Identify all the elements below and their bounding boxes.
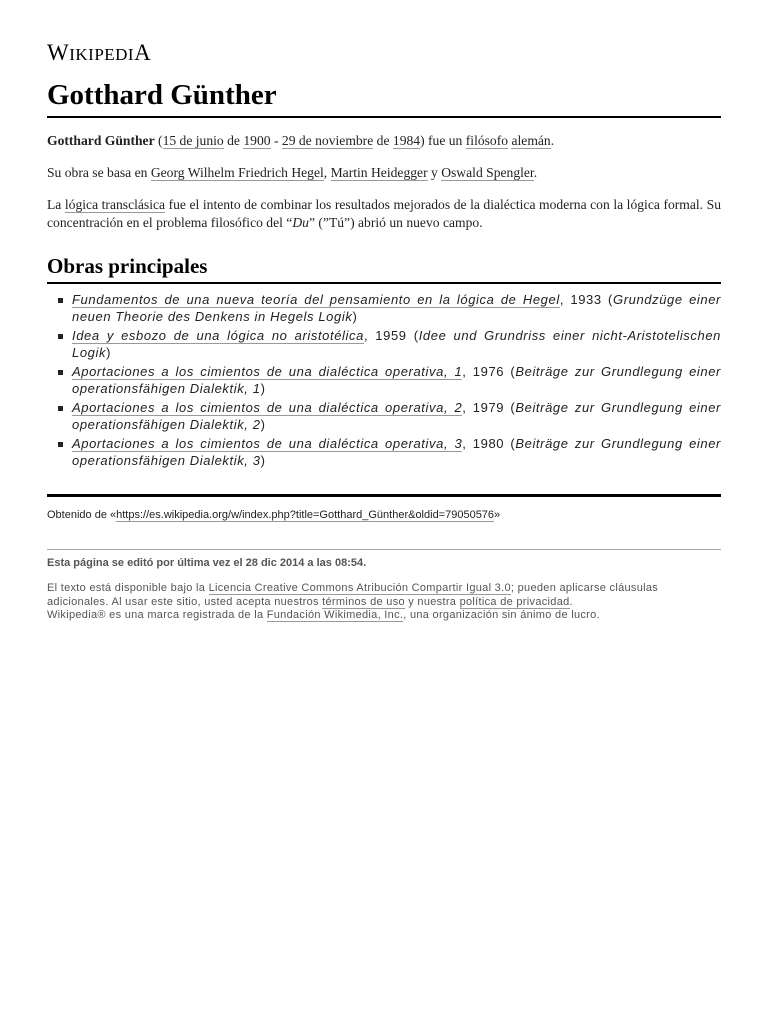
- filosofo-link[interactable]: filósofo: [465, 133, 509, 148]
- list-item: Aportaciones a los cimientos de una dialéctica operativa, 1, 1976 (Beiträge zur Grundlegung einer operationsfähigen Dialektik, 1): [72, 364, 721, 397]
- wordmark-a: A: [134, 40, 152, 65]
- bullet-icon: [58, 442, 63, 447]
- works-list: [47, 292, 721, 469]
- bullet-icon: [58, 406, 63, 411]
- source-line: Obtenido de «https://es.wikipedia.org/w/index.php?title=Gotthard_Günther&oldid=79050576»: [47, 509, 501, 521]
- aleman-link[interactable]: alemán: [511, 133, 551, 148]
- footer-divider: [47, 494, 721, 497]
- influences-paragraph: Su obra se basa en Georg Wilhelm Friedrich Hegel, Martin Heidegger y Oswald Spengler.: [47, 165, 538, 180]
- footer-thin-divider: [47, 549, 721, 550]
- source-url-link[interactable]: https://es.wikipedia.org/w/index.php?title=Gotthard_Günther&oldid=79050576: [116, 509, 495, 521]
- wordmark-ikipedi: IKIPEDI: [69, 45, 135, 64]
- list-item: Aportaciones a los cimientos de una dialéctica operativa, 3, 1980 (Beiträge zur Grundlegung einer operationsfähigen Dialektik, 3): [72, 436, 721, 469]
- subject-name: Gotthard Günther: [47, 133, 155, 148]
- license-link[interactable]: Licencia Creative Commons Atribución Compartir Igual 3.0: [208, 582, 511, 594]
- work-title-link[interactable]: Aportaciones a los cimientos de una dialéctica operativa, 1: [72, 364, 463, 379]
- wikimedia-foundation-link[interactable]: Fundación Wikimedia, Inc.: [266, 609, 404, 621]
- privacy-policy-link[interactable]: política de privacidad: [459, 595, 570, 608]
- works-heading: Obras principales: [47, 252, 721, 284]
- hegel-link[interactable]: Georg Wilhelm Friedrich Hegel: [150, 165, 324, 180]
- list-item: Aportaciones a los cimientos de una dialéctica operativa, 2, 1979 (Beiträge zur Grundlegung einer operationsfähigen Dialektik, 2): [72, 400, 721, 433]
- wordmark-w: W: [47, 40, 70, 65]
- du-term: Du: [292, 215, 309, 230]
- death-year-link[interactable]: 1984: [392, 133, 421, 148]
- bullet-icon: [58, 334, 63, 339]
- birth-date-link[interactable]: 15 de junio: [162, 133, 224, 148]
- license-notice: El texto está disponible bajo la Licencia Creative Commons Atribución Compartir Igual 3.0; pueden aplicarse cláusulas adicionales. Al usar este sitio, usted acepta nuestros términos de uso y nuestra política de privacidad. Wikipedia® es una marca registrada de la Fundación Wikimedia, Inc., una organización sin ánimo de lucro.: [47, 582, 659, 621]
- last-edit-notice: Esta página se editó por última vez el 28 dic 2014 a las 08:54.: [47, 557, 367, 569]
- intro-paragraph: Gotthard Günther (15 de junio de 1900 - 29 de noviembre de 1984) fue un filósofo alemán.: [47, 133, 555, 148]
- article-body: [47, 132, 721, 472]
- work-title-link[interactable]: Aportaciones a los cimientos de una dialéctica operativa, 3: [72, 436, 463, 451]
- logic-paragraph: La lógica transclásica fue el intento de combinar los resultados mejorados de la dialéctica moderna con la lógica formal. Su concentración en el problema filosófico del “Du” (”Tú”) abrió un nuevo campo.: [47, 197, 721, 230]
- list-item: Idea y esbozo de una lógica no aristotélica, 1959 (Idee und Grundriss einer nicht-Aristotelischen Logik): [72, 328, 721, 361]
- death-date-link[interactable]: 29 de noviembre: [281, 133, 374, 148]
- work-title-link[interactable]: Idea y esbozo de una lógica no aristotélica: [72, 328, 364, 343]
- list-item: Fundamentos de una nueva teoría del pensamiento en la lógica de Hegel, 1933 (Grundzüge einer neuen Theorie des Denkens in Hegels Logik): [72, 292, 721, 325]
- bullet-icon: [58, 298, 63, 303]
- logica-transclasica-link[interactable]: lógica transclásica: [64, 197, 166, 212]
- bullet-icon: [58, 370, 63, 375]
- terms-of-use-link[interactable]: términos de uso: [322, 595, 405, 608]
- birth-year-link[interactable]: 1900: [243, 133, 271, 148]
- spengler-link[interactable]: Oswald Spengler: [441, 165, 534, 180]
- work-title-link[interactable]: Fundamentos de una nueva teoría del pensamiento en la lógica de Hegel: [72, 292, 560, 307]
- wikipedia-wordmark[interactable]: [47, 40, 151, 66]
- heidegger-link[interactable]: Martin Heidegger: [330, 165, 428, 180]
- page-title: Gotthard Günther: [47, 78, 721, 118]
- work-title-link[interactable]: Aportaciones a los cimientos de una dialéctica operativa, 2: [72, 400, 463, 415]
